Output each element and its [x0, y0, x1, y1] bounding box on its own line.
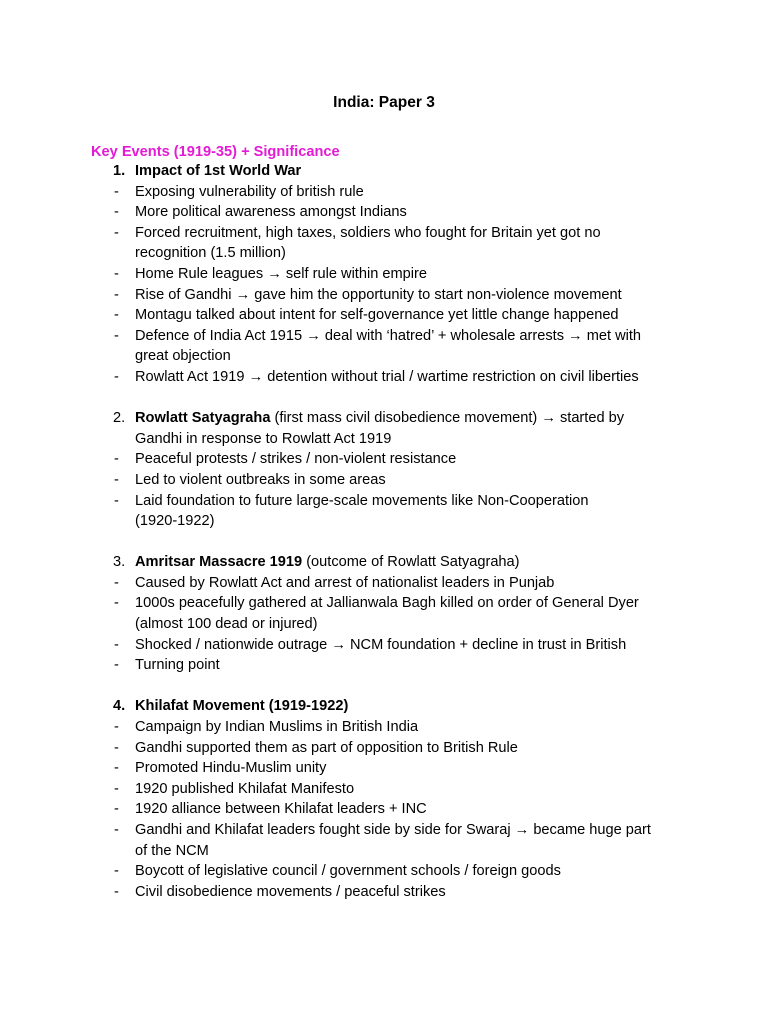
dash-bullet-icon: -	[114, 657, 119, 674]
bullet-text: (1920-1922)	[135, 513, 215, 530]
dash-bullet-icon: -	[114, 183, 119, 200]
dash-bullet-icon: -	[114, 307, 119, 324]
bullet-item	[0, 758, 768, 779]
bullet-item	[0, 799, 768, 820]
bullet-text: recognition (1.5 million)	[135, 245, 286, 262]
bullet-text: More political awareness amongst Indians	[135, 204, 407, 221]
bullet-text: Montagu talked about intent for self-governance yet little change happened	[135, 307, 619, 324]
dash-bullet-icon: -	[114, 286, 119, 303]
bullet-text: Rise of Gandhi → gave him the opportunity to start non-violence movement	[135, 286, 622, 303]
section-subtitle: Key Events (1919-35) + Significance	[91, 144, 340, 160]
bullet-text: 1920 alliance between Khilafat leaders + INC	[135, 801, 427, 818]
section-heading-text: (outcome of Rowlatt Satyagraha)	[302, 554, 520, 571]
bullet-item	[0, 882, 768, 903]
bullet-text: Caused by Rowlatt Act and arrest of nationalist leaders in Punjab	[135, 574, 555, 591]
bullet-text: 1000s peacefully gathered at Jallianwala Bagh killed on order of General Dyer	[135, 595, 639, 612]
dash-bullet-icon: -	[114, 327, 119, 344]
section-heading-text: (first mass civil disobedience movement) → started by	[270, 410, 625, 427]
bullet-item	[0, 285, 768, 306]
bullet-text: Led to violent outbreaks in some areas	[135, 471, 386, 488]
bullet-item	[0, 202, 768, 223]
bullet-text: Shocked / nationwide outrage → NCM foundation + decline in trust in British	[135, 636, 627, 653]
event-section	[0, 696, 768, 902]
bullet-item	[0, 305, 768, 326]
dash-bullet-icon: -	[114, 595, 119, 612]
bullet-text: Forced recruitment, high taxes, soldiers who fought for Britain yet got no	[135, 224, 601, 241]
dash-bullet-icon: -	[114, 760, 119, 777]
bullet-text: Turning point	[135, 657, 220, 674]
bullet-item	[0, 470, 768, 491]
event-section	[0, 552, 768, 676]
section-number: 4.	[113, 698, 126, 715]
bullet-item	[0, 738, 768, 759]
bullet-text: Rowlatt Act 1919 → detention without trial / wartime restriction on civil liberties	[135, 368, 639, 385]
section-number: 2.	[113, 410, 126, 427]
bullet-item	[0, 820, 768, 861]
bullet-text: of the NCM	[135, 842, 209, 859]
dash-bullet-icon: -	[114, 780, 119, 797]
section-heading-text: Gandhi in response to Rowlatt Act 1919	[135, 430, 392, 447]
bullet-item	[0, 593, 768, 634]
dash-bullet-icon: -	[114, 822, 119, 838]
section-heading	[0, 552, 768, 573]
bullet-text: Peaceful protests / strikes / non-violent resistance	[135, 451, 457, 468]
bullet-text: Campaign by Indian Muslims in British India	[135, 719, 419, 736]
dash-bullet-icon: -	[114, 636, 119, 653]
dash-bullet-icon: -	[114, 368, 119, 385]
document-content	[0, 161, 768, 902]
dash-bullet-icon: -	[114, 204, 119, 221]
section-heading-title: Rowlatt Satyagraha	[135, 410, 271, 427]
event-section	[0, 161, 768, 388]
bullet-item	[0, 655, 768, 676]
bullet-text: Gandhi and Khilafat leaders fought side by side for Swaraj → became huge part	[135, 822, 651, 838]
dash-bullet-icon: -	[114, 451, 119, 468]
bullet-item	[0, 223, 768, 264]
bullet-text: Laid foundation to future large-scale movements like Non-Cooperation	[135, 492, 589, 509]
bullet-text: Promoted Hindu-Muslim unity	[135, 760, 327, 777]
bullet-item	[0, 326, 768, 367]
bullet-text: Boycott of legislative council / government schools / foreign goods	[135, 863, 561, 880]
bullet-text: Civil disobedience movements / peaceful strikes	[135, 883, 446, 900]
dash-bullet-icon: -	[114, 492, 119, 509]
bullet-item	[0, 635, 768, 656]
dash-bullet-icon: -	[114, 224, 119, 241]
bullet-text: Defence of India Act 1915 → deal with ‘hatred’ + wholesale arrests → met with	[135, 327, 642, 344]
section-heading-title: Khilafat Movement (1919-1922)	[135, 698, 349, 715]
dash-bullet-icon: -	[114, 863, 119, 880]
bullet-item	[0, 264, 768, 285]
section-heading	[0, 408, 768, 449]
bullet-text: 1920 published Khilafat Manifesto	[135, 780, 355, 797]
bullet-text: Exposing vulnerability of british rule	[135, 183, 364, 200]
bullet-item	[0, 779, 768, 800]
bullet-text: (almost 100 dead or injured)	[135, 616, 318, 633]
bullet-item	[0, 717, 768, 738]
bullet-text: Gandhi supported them as part of opposition to British Rule	[135, 739, 518, 756]
bullet-item	[0, 573, 768, 594]
bullet-text: Home Rule leagues → self rule within empire	[135, 265, 428, 282]
section-number: 1.	[113, 163, 126, 179]
bullet-item	[0, 861, 768, 882]
section-heading	[0, 161, 768, 182]
section-heading-title: Amritsar Massacre 1919	[135, 554, 303, 571]
bullet-item	[0, 367, 768, 388]
section-number: 3.	[113, 554, 126, 571]
bullet-item	[0, 449, 768, 470]
dash-bullet-icon: -	[114, 471, 119, 488]
page-title: India: Paper 3	[333, 94, 435, 111]
dash-bullet-icon: -	[114, 883, 119, 900]
section-heading-title: Impact of 1st World War	[135, 163, 302, 179]
dash-bullet-icon: -	[114, 265, 119, 282]
dash-bullet-icon: -	[114, 574, 119, 591]
event-section	[0, 408, 768, 532]
section-heading	[0, 696, 768, 717]
bullet-item	[0, 491, 768, 532]
dash-bullet-icon: -	[114, 801, 119, 818]
dash-bullet-icon: -	[114, 739, 119, 756]
bullet-text: great objection	[135, 348, 231, 365]
dash-bullet-icon: -	[114, 719, 119, 736]
bullet-item	[0, 182, 768, 203]
